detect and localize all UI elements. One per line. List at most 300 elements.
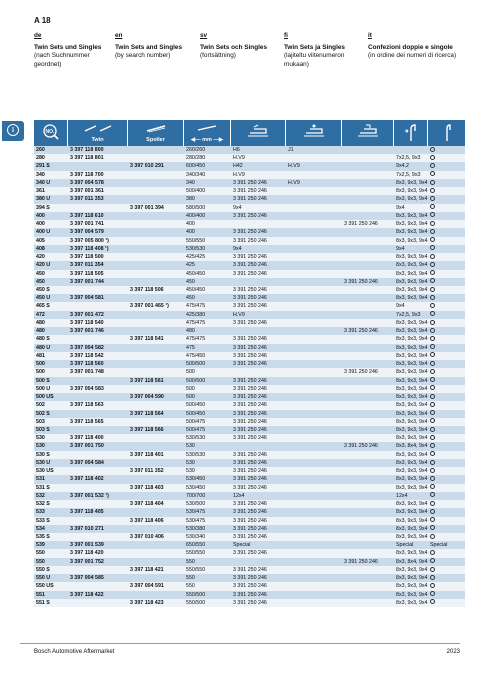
info-circle-icon [430,287,435,292]
cell-twin: 3 397 118 560 [70,361,104,368]
table-row [34,393,465,401]
cell-hook-size: 8x3, 9x3, 9x4 [396,534,428,541]
cell-hook-size: 8x3, 9x3, 9x4 [396,583,428,590]
cell-length: 530 [186,459,195,466]
cell-search-no: 465 S [36,303,50,310]
cell-spoiler: 3 397 118 541 [130,336,164,343]
cell-hook-size: 8x3, 9x3, 9x4 [396,295,428,302]
cell-hook-size: 8x3, 9x3, 9x4 [396,418,428,425]
cell-hook-size: 7x2,5, 9x3 [396,311,421,318]
cell-twin: 3 397 118 400 [70,435,104,442]
table-row [34,237,465,245]
cell-search-no: 450 S [36,286,50,293]
special-hook-icon [440,123,454,143]
cell-special [430,319,435,327]
cell-adapter-a: 3 391 250 246 [233,418,267,425]
table-row [34,549,465,557]
info-circle-icon [430,180,435,185]
cell-hook-size: 9x4 [396,245,405,252]
cell-hook-size: 8x3, 9x3, 9x4 [396,410,428,417]
cell-search-no: 530 [36,443,45,450]
cell-hook-size: 8x3, 9x3, 9x4 [396,328,428,335]
table-row [34,484,465,492]
cell-twin: 3 397 118 542 [70,352,104,359]
cell-length: 280/280 [186,155,206,162]
cell-length: 530/450 [186,476,206,483]
cell-special [430,475,435,483]
cell-adapter-a: 3 391 250 246 [233,426,267,433]
info-circle-icon [430,155,435,160]
cell-adapter-a: 3 391 250 246 [233,361,267,368]
cell-search-no: 500 [36,369,45,376]
info-circle-icon [430,361,435,366]
cell-search-no: 502 S [36,410,50,417]
cell-special [430,599,435,607]
cell-search-no: 420 U [36,262,51,269]
cell-hook-size: 9x4 [396,303,405,310]
table-row [34,467,465,475]
cell-special [430,204,435,212]
table-row [34,566,465,574]
cell-search-no: 480 S [36,336,50,343]
cell-length: 475/475 [186,319,206,326]
lang-block-en [115,32,197,61]
cell-length: 550/500 [186,599,206,606]
info-icon[interactable] [2,121,24,141]
cell-hook-size: 9x4 [396,204,405,211]
cell-twin: 3 397 001 361 [70,188,104,195]
cell-search-no: 500 US [36,394,54,401]
info-circle-icon [430,599,435,604]
cell-special [430,171,435,179]
cell-adapter-a: 3 391 250 246 [233,451,267,458]
cell-special [430,311,435,319]
table-row [34,154,465,162]
cell-adapter-a: 3 391 250 246 [233,566,267,573]
cell-hook-size: 8x3, 9x3, 9x4 [396,550,428,557]
cell-adapter-a: H42 [233,163,243,170]
cell-adapter-c: 3 391 250 246 [344,221,378,228]
table-row [34,352,465,360]
table-row [34,418,465,426]
cell-twin: 3 397 004 582 [70,344,104,351]
cell-special [430,533,435,541]
table-row [34,171,465,179]
table-row [34,270,465,278]
lang-title: Twin Sets ja Singles [284,44,345,52]
cell-twin: 3 397 005 800 ¹) [70,237,109,244]
header-twin [68,120,128,146]
info-circle-icon [430,525,435,530]
cell-hook-size: 8x3, 9x3, 9x4 [396,344,428,351]
cell-twin: 3 397 118 700 [70,171,104,178]
cell-special [430,459,435,467]
cell-hook-size: 8x3, 9x3, 9x4 [396,352,428,359]
cell-spoiler: 3 397 118 423 [130,599,164,606]
info-circle-icon [430,352,435,357]
cell-hook-size: 8x3, 9x3, 9x4 [396,402,428,409]
header-adapter-c [342,120,394,146]
cell-hook-size: 8x3, 9x3, 9x4 [396,254,428,261]
cell-hook-size: 8x3, 9x3, 9x4 [396,270,428,277]
cell-hook-size: 8x3, 9x3, 9x4 [396,459,428,466]
cell-special [430,278,435,286]
cell-twin: 3 397 001 752 [70,558,104,565]
info-circle-icon [430,212,435,217]
cell-special [430,245,435,253]
cell-length: 550/550 [186,237,206,244]
cell-search-no: 481 [36,352,45,359]
cell-length: 500/400 [186,188,206,195]
cell-adapter-a: 3 391 250 246 [233,295,267,302]
cell-special [430,286,435,294]
cell-twin: 3 397 001 748 [70,369,104,376]
header-twin-label: Twin [91,137,104,143]
cell-special [430,566,435,574]
table-row [34,204,465,212]
cell-adapter-a: 3 391 250 246 [233,254,267,261]
lang-subtitle: (lajiteltu viitenumeron mukaan) [284,52,345,68]
cell-length: 425/380 [186,311,206,318]
cell-length: 530/475 [186,517,206,524]
cell-special [430,549,435,557]
cell-search-no: 400 [36,221,45,228]
table-row [34,508,465,516]
cell-special [430,335,435,343]
cell-adapter-a: 3 391 250 246 [233,352,267,359]
cell-adapter-a: 3 391 250 246 [233,237,267,244]
table-row [34,451,465,459]
cell-special [430,467,435,475]
search-number-icon [42,123,60,141]
cell-twin: 3 397 004 583 [70,385,104,392]
cell-length: 500 [186,394,195,401]
cell-adapter-a: 3 391 250 246 [233,286,267,293]
cell-adapter-a: 3 391 250 246 [233,468,267,475]
info-circle-icon [430,311,435,316]
svg-text:NO.: NO. [45,129,54,135]
pin-adapter-icon [302,123,326,139]
header-adapter-b [286,120,342,146]
info-circle: i [7,124,19,136]
cell-length: 425 [186,262,195,269]
cell-special [430,195,435,203]
cell-twin: 3 397 118 422 [70,591,104,598]
table-header [34,120,465,146]
table-row [34,574,465,582]
cell-length: 450 [186,295,195,302]
table-row [34,434,465,442]
cell-adapter-a: 3 391 250 246 [233,550,267,557]
cell-adapter-a: 3 391 250 246 [233,501,267,508]
table-row [34,187,465,195]
table-row [34,410,465,418]
cell-search-no: 530 U [36,459,51,466]
cell-twin: 3 397 001 744 [70,278,104,285]
info-circle-icon [430,262,435,267]
cell-spoiler: 3 397 010 406 [130,534,164,541]
cell-hook-size: 8x3, 9x3, 9x4 [396,599,428,606]
cell-hook-size: 8x3, 8x4, 9x4 [396,558,428,565]
cell-adapter-a: 3 391 250 246 [233,583,267,590]
cell-hook-size: 8x3, 9x3, 9x4 [396,525,428,532]
info-circle-icon [430,402,435,407]
info-circle-icon [430,229,435,234]
cell-length: 530/475 [186,509,206,516]
cell-spoiler: 3 397 118 561 [130,377,164,384]
info-circle-icon [430,295,435,300]
cell-search-no: 530 [36,435,45,442]
lang-block-fi [284,32,366,69]
product-table [34,146,465,607]
cell-adapter-a: 3 391 250 246 [233,270,267,277]
footer-divider [20,643,460,644]
cell-search-no: 480 [36,319,45,326]
cell-length: 530/340 [186,534,206,541]
cell-twin: 3 397 004 585 [70,575,104,582]
cell-adapter-a: 3 391 250 246 [233,303,267,310]
table-row [34,286,465,294]
cell-search-no: 530 US [36,468,54,475]
footer-year: 2023 [446,649,460,655]
cell-search-no: 380 U [36,196,51,203]
cell-search-no: 539 [36,542,45,549]
cell-hook-size: 8x3, 9x3, 9x4 [396,377,428,384]
cell-twin: 3 397 118 408 ¹) [70,245,109,252]
cell-special [430,385,435,393]
cell-adapter-a: 3 391 250 246 [233,344,267,351]
info-circle-icon [430,385,435,390]
cell-spoiler: 3 397 118 566 [130,426,164,433]
cell-length: 475/475 [186,303,206,310]
table-row [34,319,465,327]
cell-special [430,591,435,599]
cell-adapter-a: 3 391 250 246 [233,385,267,392]
cell-special [430,500,435,508]
table-row [34,541,465,549]
info-circle-icon [430,550,435,555]
cell-adapter-a: 3 391 250 246 [233,402,267,409]
cell-length: 550 [186,558,195,565]
cell-special [430,294,435,302]
cell-length: 530/530 [186,435,206,442]
table-row [34,220,465,228]
cell-length: 500/475 [186,418,206,425]
cell-special: Special [430,542,448,549]
lang-subtitle: (fortsättning) [200,52,236,60]
cell-search-no: 550 [36,558,45,565]
cell-adapter-a: 3 391 250 246 [233,179,267,186]
cell-adapter-a: 3 391 250 246 [233,229,267,236]
cell-special [430,154,435,162]
cell-special [430,261,435,269]
wiper-length-icon [194,123,220,133]
cell-search-no: 534 [36,525,45,532]
lang-title: Twin Sets und Singles [34,44,102,52]
cell-length: 530/450 [186,484,206,491]
cell-hook-size: 8x3, 9x3, 9x4 [396,484,428,491]
cell-special [430,492,435,500]
cell-spoiler: 3 397 010 291 [130,163,164,170]
cell-hook-size: 8x3, 9x3, 9x4 [396,517,428,524]
page-label: A 18 [34,16,51,25]
cell-special [430,237,435,245]
hook-adapter-icon [246,123,270,139]
cell-spoiler: 3 397 118 403 [130,484,164,491]
cell-search-no: 500 S [36,377,50,384]
lang-title: Twin Sets and Singles [115,44,182,52]
cell-spoiler: 3 397 118 401 [130,451,164,458]
cell-search-no: 551 [36,591,45,598]
info-circle-icon [430,254,435,259]
cell-search-no: 503 [36,418,45,425]
cell-special [430,179,435,187]
cell-adapter-a: 3 391 250 246 [233,196,267,203]
cell-hook-size: 9x4,2 [396,163,409,170]
cell-hook-size: 12x4 [396,492,408,499]
table-row [34,253,465,261]
cell-search-no: 450 U [36,295,51,302]
cell-length: 400 [186,221,195,228]
cell-adapter-a: 3 391 250 246 [233,534,267,541]
cell-special [430,212,435,220]
cell-special [430,442,435,450]
cell-search-no: 340 U [36,179,51,186]
lang-block-it [368,32,464,61]
table-row [34,525,465,533]
table-row [34,228,465,236]
cell-special [430,360,435,368]
cell-length: 500/500 [186,361,206,368]
table-row [34,302,465,310]
cell-twin: 3 397 118 563 [70,402,104,409]
table-row [34,558,465,566]
cell-search-no: 535 S [36,534,50,541]
info-circle-icon [430,394,435,399]
cell-search-no: 550 S [36,566,50,573]
info-circle-icon [430,377,435,382]
cell-search-no: 361 [36,188,45,195]
info-circle-icon [430,245,435,250]
cell-length: 550/550 [186,566,206,573]
cell-hook-size: 8x3, 9x3, 9x4 [396,319,428,326]
info-circle-icon [430,418,435,423]
cell-special [430,368,435,376]
info-circle-icon [430,204,435,209]
cell-twin: 3 397 118 405 [70,509,104,516]
info-circle-icon [430,147,435,152]
cell-spoiler: 3 397 001 465 ¹) [130,303,169,310]
cell-length: 550 [186,583,195,590]
cell-special [430,327,435,335]
info-circle-icon [430,460,435,465]
cell-search-no: 532 S [36,501,50,508]
cell-adapter-c: 3 391 250 246 [344,278,378,285]
cell-length: 450 [186,278,195,285]
cell-hook-size: 8x3, 9x3, 9x4 [396,286,428,293]
cell-hook-size: 8x3, 9x3, 9x4 [396,385,428,392]
info-circle-icon [430,303,435,308]
cell-twin: 3 397 118 505 [70,270,104,277]
cell-hook-size: 8x3, 9x3, 9x4 [396,509,428,516]
cell-search-no: 502 [36,402,45,409]
info-circle-icon [430,344,435,349]
cell-adapter-a: 9x4 [233,245,242,252]
cell-special [430,393,435,401]
cell-hook-size: 8x3, 9x3, 9x4 [396,426,428,433]
cell-special [430,558,435,566]
table-row [34,385,465,393]
lang-subtitle: (nach Suchnummer geordnet) [34,52,90,68]
cell-special [430,451,435,459]
lang-subtitle: (in ordine dei numeri di ricerca) [368,52,457,60]
cell-twin: 3 397 118 800 [70,147,104,153]
cell-adapter-c: 3 391 250 246 [344,369,378,376]
cell-search-no: 400 [36,212,45,219]
cell-search-no: 480 U [36,344,51,351]
table-row [34,360,465,368]
cell-search-no: 531 S [36,484,50,491]
cell-twin: 3 397 001 539 [70,542,104,549]
cell-special [430,187,435,195]
table-row [34,401,465,409]
info-circle-icon [430,328,435,333]
lang-block-sv [200,32,278,61]
cell-adapter-a: 3 391 250 246 [233,319,267,326]
cell-search-no: 260 [36,147,45,153]
cell-length: 530/380 [186,525,206,532]
info-circle-icon [430,278,435,283]
table-row [34,278,465,286]
cell-length: 500 [186,369,195,376]
cell-search-no: 533 S [36,517,50,524]
cell-length: 380 [186,196,195,203]
cell-adapter-a: 3 391 250 246 [233,525,267,532]
cell-adapter-a: 3 391 250 246 [233,410,267,417]
info-circle-icon [430,270,435,275]
cell-spoiler: 3 397 011 352 [130,468,164,475]
cell-adapter-a: 3 391 250 246 [233,517,267,524]
cell-length: 425/425 [186,254,206,261]
cell-length: 400 [186,229,195,236]
cell-search-no: 550 US [36,583,54,590]
info-circle-icon [430,509,435,514]
cell-twin: 3 397 118 500 [70,254,104,261]
info-circle-icon [430,567,435,572]
table-row [34,261,465,269]
cell-hook-size: 8x3, 9x3, 9x4 [396,229,428,236]
table-row [34,179,465,187]
cell-special [430,344,435,352]
cell-hook-size: 8x3, 9x3, 9x4 [396,435,428,442]
cell-hook-size: 8x3, 9x3, 9x4 [396,212,428,219]
table-row [34,245,465,253]
cell-adapter-a: 3 391 250 246 [233,476,267,483]
info-circle-icon [430,410,435,415]
info-circle-icon [430,468,435,473]
lang-code: en [115,32,123,39]
cell-hook-size: 8x3, 9x3, 9x4 [396,501,428,508]
cell-search-no: 500 [36,361,45,368]
cell-adapter-b: H.V9 [288,179,300,186]
cell-search-no: 550 [36,550,45,557]
cell-hook-size: 8x3, 9x3, 9x4 [396,336,428,343]
cell-spoiler: 3 397 001 394 [130,204,164,211]
cell-length: 700/700 [186,492,206,499]
cell-adapter-a: Special [233,542,251,549]
cell-hook-size: 8x3, 9x3, 9x4 [396,361,428,368]
cell-adapter-a: 12x4 [233,492,245,499]
